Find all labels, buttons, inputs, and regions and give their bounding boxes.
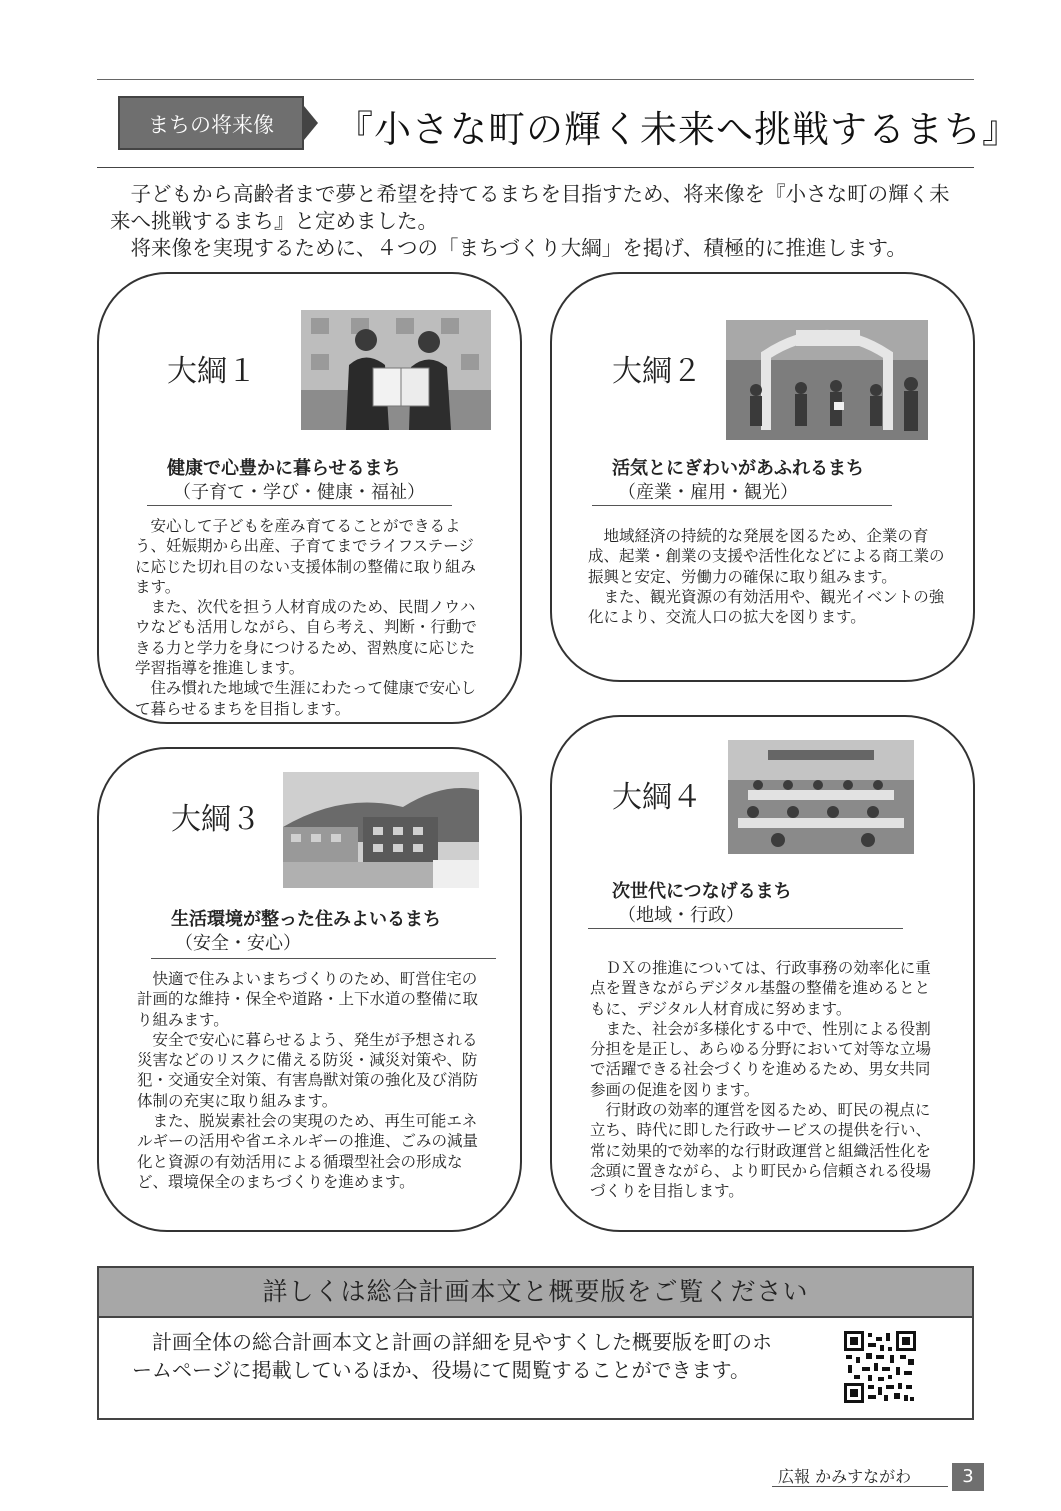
footer-rule	[772, 1486, 948, 1487]
card-divider	[588, 928, 903, 929]
card-subtitle: （地域・行政）	[618, 905, 744, 926]
card-number: 大綱３	[171, 802, 261, 837]
card-title: 健康で心豊かに暮らせるまち	[167, 458, 401, 479]
card-subtitle: （安全・安心）	[175, 933, 301, 954]
intro-text	[110, 181, 960, 262]
card-subtitle: （産業・雇用・観光）	[618, 482, 798, 503]
card-paragraph: また、次代を担う人材育成のため、民間ノウハウなども活用しながら、自ら考え、判断・行動できる力と学力を身につけるため、習熟度に応じた学習指導を推進します。	[135, 598, 477, 678]
card-title: 生活環境が整った住みよいるまち	[171, 909, 441, 930]
intro-paragraph: 将来像を実現するために、４つの「まちづくり大綱」を掲げ、積極的に推進します。	[130, 236, 907, 260]
page-title: 『小さな町の輝く未来へ挑戦するまち』	[336, 108, 1020, 151]
details-box	[97, 1266, 974, 1420]
signing-ceremony-photo	[301, 310, 491, 430]
top-rule	[97, 79, 974, 80]
details-text	[132, 1328, 772, 1384]
intro-paragraph: 子どもから高齢者まで夢と希望を持てるまちを目指すため、将来像を『小さな町の輝く未来へ挑戦するまち』と定めました。	[110, 182, 950, 233]
public-housing-photo	[283, 772, 479, 888]
card-paragraph: また、社会が多様化する中で、性別による役割分担を是正し、あらゆる分野において対等な立場で活躍できる社会づくりを進めるため、男女共同参画の促進を図ります。	[590, 1019, 932, 1099]
policy-card-2	[550, 272, 975, 682]
policy-card-3	[97, 747, 522, 1232]
card-paragraph: また、観光資源の有効活用や、観光イベントの強化により、交流人口の拡大を図ります。	[588, 587, 945, 627]
card-divider	[147, 505, 452, 506]
card-divider	[592, 505, 892, 506]
card-body	[588, 526, 948, 627]
qr-code-icon[interactable]	[844, 1331, 916, 1403]
council-meeting-photo	[728, 740, 914, 854]
policy-card-1	[97, 272, 522, 724]
card-paragraph: 地域経済の持続的な発展を図るため、企業の育成、起業・創業の支援や活性化などによる商工業の振興と安定、労働力の確保に取り組みます。	[588, 527, 945, 586]
badge-arrow-icon	[304, 106, 318, 140]
card-body	[590, 958, 935, 1202]
card-subtitle: （子育て・学び・健康・福祉）	[173, 482, 425, 503]
card-paragraph: 安全で安心に暮らせるよう、発生が予想される災害などのリスクに備える防災・減災対策や、防犯・交通安全対策、有害鳥獣対策の強化及び消防体制の充実に取り組みます。	[137, 1030, 479, 1110]
card-paragraph: 快適で住みよいまちづくりのため、町営住宅の計画的な維持・保全や道路・上下水道の整備に取り組みます。	[137, 970, 479, 1029]
card-paragraph: 行財政の効率的運営を図るため、町民の視点に立ち、時代に即した行政サービスの提供を行い、常に効果的で効率的な行財政運営と組織活性化を念頭に置きながら、より町民から信頼される役場づくりを目指します。	[590, 1101, 932, 1201]
card-title: 次世代につなげるまち	[612, 881, 792, 902]
section-badge: まちの将来像	[118, 96, 304, 150]
card-paragraph: ＤＸの推進については、行政事務の効率化に重点を置きながらデジタル基盤の整備を進めるとともに、デジタル人材育成に努めます。	[590, 959, 931, 1018]
footer-publication: 広報 かみすながわ	[778, 1467, 912, 1486]
card-divider	[151, 958, 496, 959]
card-number: 大綱４	[612, 780, 702, 815]
details-paragraph: 計画全体の総合計画本文と計画の詳細を見やすくした概要版を町のホームページに掲載しているほか、役場にて閲覧することができます。	[132, 1330, 772, 1382]
card-paragraph: 住み慣れた地域で生涯にわたって健康で安心して暮らせるまちを目指します。	[135, 679, 477, 718]
details-heading: 詳しくは総合計画本文と概要版をご覧ください	[99, 1268, 972, 1318]
page-number: 3	[952, 1463, 984, 1491]
card-number: 大綱１	[167, 354, 257, 389]
policy-card-4	[550, 715, 975, 1232]
card-number: 大綱２	[612, 354, 702, 389]
marathon-event-photo	[726, 320, 928, 440]
card-paragraph: また、脱炭素社会の実現のため、再生可能エネルギーの活用や省エネルギーの推進、ごみの減量化と資源の有効活用による循環型社会の形成など、環境保全のまちづくりを進めます。	[137, 1112, 479, 1191]
card-title: 活気とにぎわいがあふれるまち	[612, 458, 864, 479]
card-body	[137, 969, 482, 1192]
card-body	[135, 516, 480, 719]
header-rule	[97, 167, 974, 168]
card-paragraph: 安心して子どもを産み育てることができるよう、妊娠期から出産、子育てまでライフステージに応じた切れ目のない支援体制の整備に取り組みます。	[135, 517, 477, 596]
